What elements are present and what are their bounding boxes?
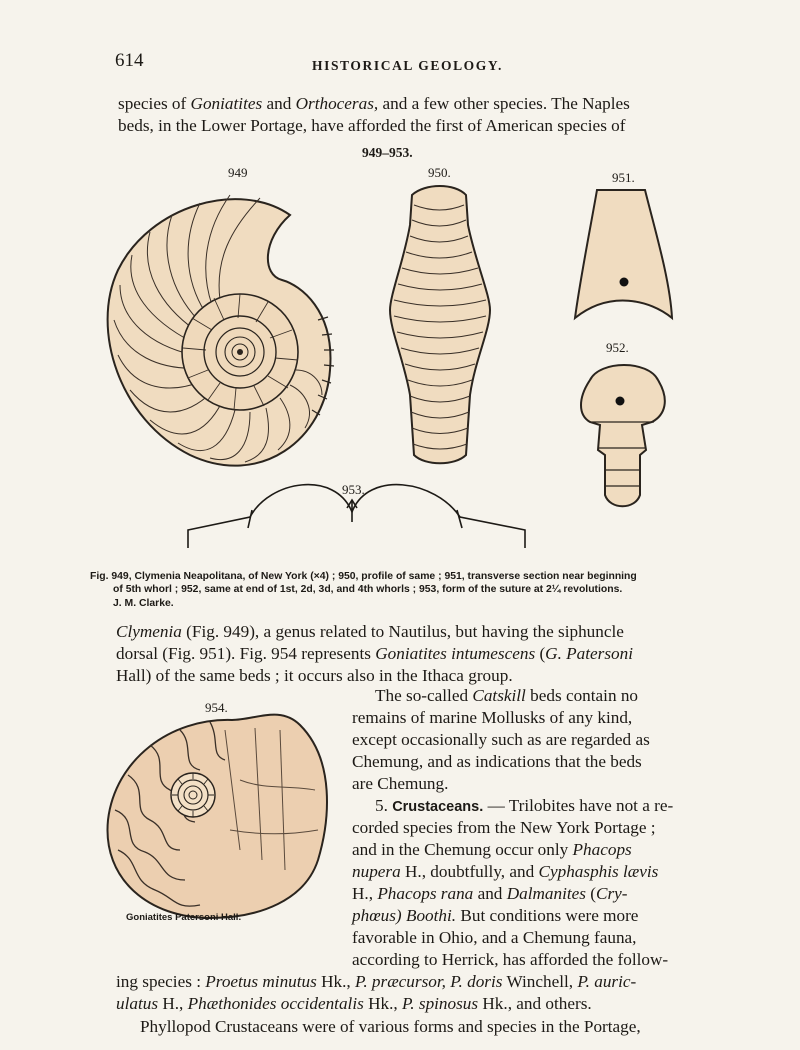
running-head: HISTORICAL GEOLOGY. [312,58,503,73]
page-number: 614 [115,50,144,71]
bottom-line-3: Phyllopod Crustaceans were of various forms and species in the Portage, [140,1017,641,1036]
fig-label-952: 952. [606,340,629,355]
fig-label-950: 950. [428,165,451,180]
fig-label-953: 953. [342,482,365,497]
fig-label-954: 954. [205,700,228,715]
figure-caption-line-3: J. M. Clarke. [113,598,174,609]
right-line-13: according to Herrick, has afforded the follow- [352,950,669,969]
right-line-8: and in the Chemung occur only Phacops [352,840,632,859]
text-line-2: beds, in the Lower Portage, have afforded the first of American species of [118,116,626,135]
figure-caption-line-1: Fig. 949, Clymenia Neapolitana, of New York (×4) ; 950, profile of same ; 951, transverse section near beginning [90,571,637,582]
bottom-line-1: ing species : Proetus minutus Hk., P. præcursor, P. doris Winchell, P. auric- [116,972,637,991]
body-line-1: Clymenia (Fig. 949), a genus related to Nautilus, but having the siphuncle [116,622,624,641]
body-line-2: dorsal (Fig. 951). Fig. 954 represents Goniatites intumescens (G. Patersoni [116,644,634,663]
right-line-9: nupera H., doubtfully, and Cyphasphis lævis [352,862,659,881]
right-line-4: Chemung, and as indications that the beds [352,752,642,771]
right-line-7: corded species from the New York Portage ; [352,818,656,837]
figure-caption-line-2: of 5th whorl ; 952, same at end of 1st, 2d, 3d, and 4th whorls ; 953, form of the suture at 2¼ revolutions. [113,584,623,595]
figure-group-heading: 949–953. [362,145,413,160]
right-line-1: The so-called Catskill beds contain no [375,686,639,705]
fig-label-949: 949 [228,165,248,180]
right-line-3: except occasionally such as are regarded as [352,730,650,749]
fig-954-caption: Goniatites Patersoni Hall. [126,912,242,923]
fig-label-951: 951. [612,170,635,185]
right-line-6: 5. Crustaceans. — Trilobites have not a re- [375,796,674,815]
right-line-5: are Chemung. [352,774,449,793]
right-line-2: remains of marine Mollusks of any kind, [352,708,633,727]
bottom-line-2: ulatus H., Phæthonides occidentalis Hk., P. spinosus Hk., and others. [116,994,592,1013]
body-line-3: Hall) of the same beds ; it occurs also in the Ithaca group. [116,666,513,685]
right-line-11: phœus) Boothi. But conditions were more [352,906,639,925]
right-line-12: favorable in Ohio, and a Chemung fauna, [352,928,637,947]
text-line-1: species of Goniatites and Orthoceras, and a few other species. The Naples [118,94,630,113]
right-line-10: H., Phacops rana and Dalmanites (Cry- [352,884,628,903]
